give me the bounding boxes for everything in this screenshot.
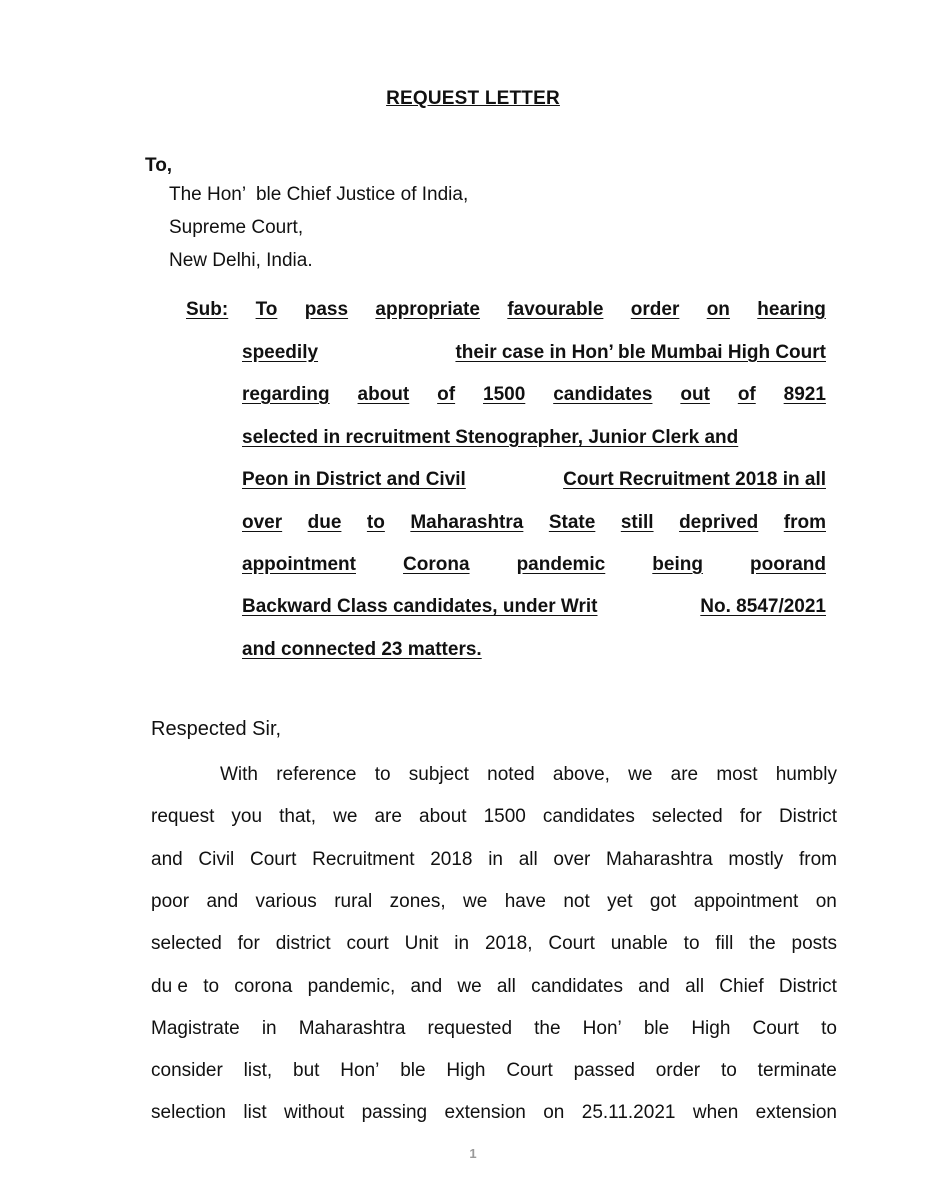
body-word: for [739, 806, 762, 827]
body-line [151, 845, 837, 875]
subject-line [242, 338, 826, 368]
body-word: request [151, 806, 215, 827]
body-word: list, [243, 1060, 273, 1081]
body-word: humbly [775, 764, 837, 785]
subject-word: 1500 [483, 384, 526, 405]
body-word: selected [151, 933, 222, 954]
subject-line [242, 592, 826, 622]
body-line [151, 1056, 837, 1086]
body-word: from [799, 849, 837, 870]
body-word: candidates [542, 806, 635, 827]
body-word: Unit [404, 933, 439, 954]
body-word: and [151, 849, 183, 870]
body-word: over [553, 849, 591, 870]
to-label: To, [145, 155, 173, 176]
subject-line [186, 295, 826, 325]
body-word: we [457, 976, 482, 997]
subject-word: poorand [750, 554, 826, 575]
body-line [220, 760, 837, 790]
subject-word: to [366, 512, 385, 533]
subject-word: Corona [403, 554, 470, 575]
body-word: most [716, 764, 758, 785]
body-word: Maharashtra [606, 849, 713, 870]
body-word: for [237, 933, 260, 954]
subject-word: of [737, 384, 756, 405]
body-word: the [534, 1018, 561, 1039]
body-word: have [504, 891, 546, 912]
body-word: zones, [389, 891, 446, 912]
subject-word: Court Recruitment 2018 in all [563, 469, 826, 490]
body-word: district [275, 933, 331, 954]
body-word: terminate [757, 1060, 837, 1081]
subject-word: pass [304, 299, 349, 320]
subject-word: No. 8547/2021 [700, 596, 826, 617]
body-word: fill [715, 933, 734, 954]
subject-word: deprived [679, 512, 759, 533]
body-word: Recruitment [312, 849, 415, 870]
subject-word: candidates [553, 384, 653, 405]
subject-line [242, 423, 826, 453]
body-word: that, [279, 806, 317, 827]
body-word: ble [400, 1060, 426, 1081]
subject-word: favourable [507, 299, 604, 320]
body-word: are [670, 764, 699, 785]
body-word: unable [610, 933, 668, 954]
body-word: to [374, 764, 391, 785]
subject-word: appointment [242, 554, 356, 575]
body-word: in [488, 849, 503, 870]
body-word: on [543, 1102, 565, 1123]
body-word: appointment [693, 891, 799, 912]
body-word: we [628, 764, 653, 785]
body-word: du e [151, 976, 188, 997]
subject-line [242, 465, 826, 495]
body-word: we [463, 891, 488, 912]
body-word: we [333, 806, 358, 827]
body-word: District [778, 976, 837, 997]
body-line [151, 802, 837, 832]
subject-word: on [706, 299, 730, 320]
subject-word: State [548, 512, 596, 533]
subject-line [242, 635, 826, 665]
body-word: With [220, 764, 258, 785]
body-word: Court [506, 1060, 553, 1081]
body-word: not [563, 891, 590, 912]
address-line: The Hon’ ble Chief Justice of India, [169, 184, 469, 205]
body-word: High [446, 1060, 486, 1081]
body-word: and [638, 976, 670, 997]
body-word: requested [427, 1018, 513, 1039]
subject-word: order [630, 299, 680, 320]
body-word: order [655, 1060, 701, 1081]
subject-word: 8921 [783, 384, 826, 405]
body-word: Magistrate [151, 1018, 240, 1039]
body-word: 1500 [483, 806, 526, 827]
body-word: extension [755, 1102, 837, 1123]
address-line: Supreme Court, [169, 217, 304, 238]
body-word: and [206, 891, 239, 912]
body-word: selection [151, 1102, 226, 1123]
body-word: Civil [198, 849, 235, 870]
body-word: all [496, 976, 516, 997]
body-word: passing [361, 1102, 428, 1123]
body-word: Court [249, 849, 297, 870]
body-word: various [255, 891, 317, 912]
body-word: ble [643, 1018, 670, 1039]
subject-word: To [255, 299, 278, 320]
body-line [151, 929, 837, 959]
subject-line [242, 380, 826, 410]
body-word: to [821, 1018, 837, 1039]
subject-word: still [620, 512, 654, 533]
subject-word: of [437, 384, 456, 405]
body-word: all [518, 849, 538, 870]
salutation: Respected Sir, [151, 718, 282, 740]
body-word: to [720, 1060, 737, 1081]
subject-word: selected in recruitment Stenographer, Junior Clerk and [242, 427, 739, 448]
subject-line [242, 550, 826, 580]
subject-word: Maharashtra [410, 512, 524, 533]
recipient-address [169, 178, 468, 277]
body-word: court [346, 933, 389, 954]
body-word: pandemic, [307, 976, 396, 997]
body-word: on [815, 891, 837, 912]
body-word: about [419, 806, 467, 827]
body-word: 2018, [484, 933, 533, 954]
subject-word: Backward Class candidates, under Writ [242, 596, 598, 617]
subject-word: pandemic [516, 554, 606, 575]
body-word: and [410, 976, 443, 997]
body-word: High [691, 1018, 731, 1039]
body-word: Hon’ [340, 1060, 380, 1081]
body-word: you [231, 806, 263, 827]
body-word: above, [552, 764, 610, 785]
body-word: 2018 [430, 849, 473, 870]
body-word: Hon’ [582, 1018, 622, 1039]
body-word: candidates [531, 976, 623, 997]
body-line [151, 1014, 837, 1044]
body-word: posts [791, 933, 837, 954]
body-line [151, 887, 837, 917]
body-word: but [293, 1060, 320, 1081]
body-word: in [454, 933, 470, 954]
body-word: consider [151, 1060, 223, 1081]
body-word: rural [334, 891, 373, 912]
body-word: to [683, 933, 700, 954]
subject-word: Peon in District and Civil [242, 469, 466, 490]
subject-line [242, 508, 826, 538]
subject-word: hearing [757, 299, 826, 320]
body-word: District [778, 806, 837, 827]
body-word: selected [651, 806, 723, 827]
body-word: when [692, 1102, 739, 1123]
body-word: subject [408, 764, 469, 785]
body-word: Court [548, 933, 595, 954]
address-line: New Delhi, India. [169, 250, 313, 271]
subject-word: appropriate [375, 299, 480, 320]
subject-word: due [307, 512, 342, 533]
letter-title: REQUEST LETTER [386, 88, 560, 109]
body-word: Court [752, 1018, 799, 1039]
subject-word: out [680, 384, 710, 405]
subject-word: from [783, 512, 826, 533]
subject-word: their case in Hon’ ble Mumbai High Court [455, 342, 826, 363]
body-word: all [685, 976, 705, 997]
body-word: poor [151, 891, 190, 912]
body-word: extension [444, 1102, 526, 1123]
body-word: in [261, 1018, 277, 1039]
body-word: got [649, 891, 677, 912]
subject-word: being [652, 554, 703, 575]
body-line [151, 1098, 837, 1128]
body-word: the [749, 933, 776, 954]
body-word: passed [573, 1060, 635, 1081]
body-word: mostly [728, 849, 784, 870]
body-word: noted [487, 764, 535, 785]
subject-word: and connected 23 matters. [242, 639, 482, 660]
body-word: Maharashtra [298, 1018, 406, 1039]
page-number: 1 [469, 1146, 477, 1161]
subject-word: speedily [242, 342, 319, 363]
body-word: reference [276, 764, 357, 785]
body-word: Chief [719, 976, 764, 997]
body-line [151, 972, 837, 1002]
subject-word: Sub: [186, 299, 229, 320]
subject-word: about [357, 384, 410, 405]
subject-word: regarding [242, 384, 330, 405]
body-word: without [284, 1102, 345, 1123]
body-word: yet [607, 891, 633, 912]
body-word: 25.11.2021 [581, 1102, 676, 1123]
subject-word: over [242, 512, 283, 533]
body-word: are [374, 806, 402, 827]
body-word: corona [234, 976, 293, 997]
body-word: list [243, 1102, 267, 1123]
body-word: to [203, 976, 220, 997]
